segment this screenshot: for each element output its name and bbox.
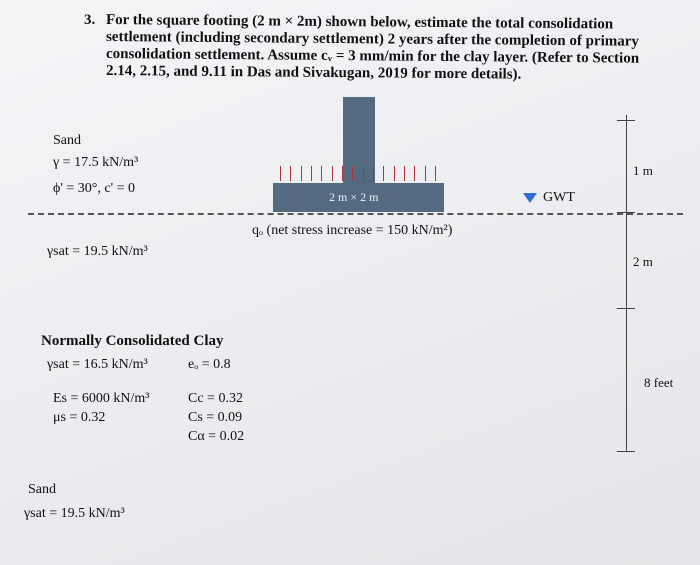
dimension-tick-gwt <box>617 212 635 213</box>
clay-ca: Cα = 0.02 <box>188 429 245 444</box>
clay-mu: μs = 0.32 <box>53 410 106 425</box>
load-arrow <box>332 166 333 181</box>
load-arrow <box>414 166 415 181</box>
dimension-tick-top <box>617 120 635 121</box>
stress-increase-label: qₒ (net stress increase = 150 kN/m²) <box>252 223 453 238</box>
footing-size-label: 2 m × 2 m <box>329 190 379 204</box>
sand-top-gamma-sat: γsat = 19.5 kN/m³ <box>47 244 148 259</box>
dimension-clay-label: 8 feet <box>644 375 674 390</box>
sand-bottom-title: Sand <box>28 482 56 497</box>
load-arrows <box>280 166 436 181</box>
gwt-label: GWT <box>543 190 575 205</box>
question-number: 3. <box>84 12 96 28</box>
clay-cs: Cs = 0.09 <box>188 410 243 425</box>
load-arrow <box>373 166 374 181</box>
clay-title: Normally Consolidated Clay <box>41 333 224 349</box>
load-arrow <box>290 166 291 181</box>
sand-top-gamma: γ = 17.5 kN/m³ <box>53 155 139 170</box>
dimension-tick-bottom <box>617 451 635 452</box>
load-arrow <box>394 166 395 181</box>
dimension-middle-label: 2 m <box>633 254 653 269</box>
question-line-3: consolidation settlement. Assume cᵥ = 3 mm/min for the clay layer. (Refer to Section <box>105 46 640 67</box>
question-line-2: settlement (including secondary settlement) 2 years after the completion of primary <box>105 29 640 50</box>
footing-slab <box>273 183 444 212</box>
load-arrow <box>311 166 312 181</box>
load-arrow <box>352 166 353 181</box>
clay-e0: eₒ = 0.8 <box>188 357 231 372</box>
load-arrow <box>425 166 426 181</box>
load-arrow <box>321 166 322 181</box>
dimension-line <box>626 115 627 452</box>
clay-es: Es = 6000 kN/m³ <box>53 391 150 406</box>
sand-bottom-gamma-sat: γsat = 19.5 kN/m³ <box>24 506 125 521</box>
load-arrow <box>363 166 364 181</box>
clay-cc: Cc = 0.32 <box>188 391 243 406</box>
sand-top-phi: ϕ' = 30°, c' = 0 <box>53 181 136 196</box>
load-arrow <box>342 166 343 181</box>
question-line-4: 2.14, 2.15, and 9.11 in Das and Sivakugan, 2019 for more details). <box>105 63 522 83</box>
load-arrow <box>404 166 405 181</box>
load-arrow <box>301 166 302 181</box>
load-arrow <box>280 166 281 181</box>
load-arrow <box>383 166 384 181</box>
sand-top-title: Sand <box>53 133 81 148</box>
gwt-marker-icon <box>523 193 537 203</box>
dimension-top-label: 1 m <box>633 163 653 178</box>
dimension-tick-clay-top <box>617 308 635 309</box>
clay-gamma-sat: γsat = 16.5 kN/m³ <box>47 357 148 372</box>
gwt-line <box>28 213 683 215</box>
question-line-1: For the square footing (2 m × 2m) shown below, estimate the total consolidation <box>105 12 614 33</box>
load-arrow <box>435 166 436 181</box>
